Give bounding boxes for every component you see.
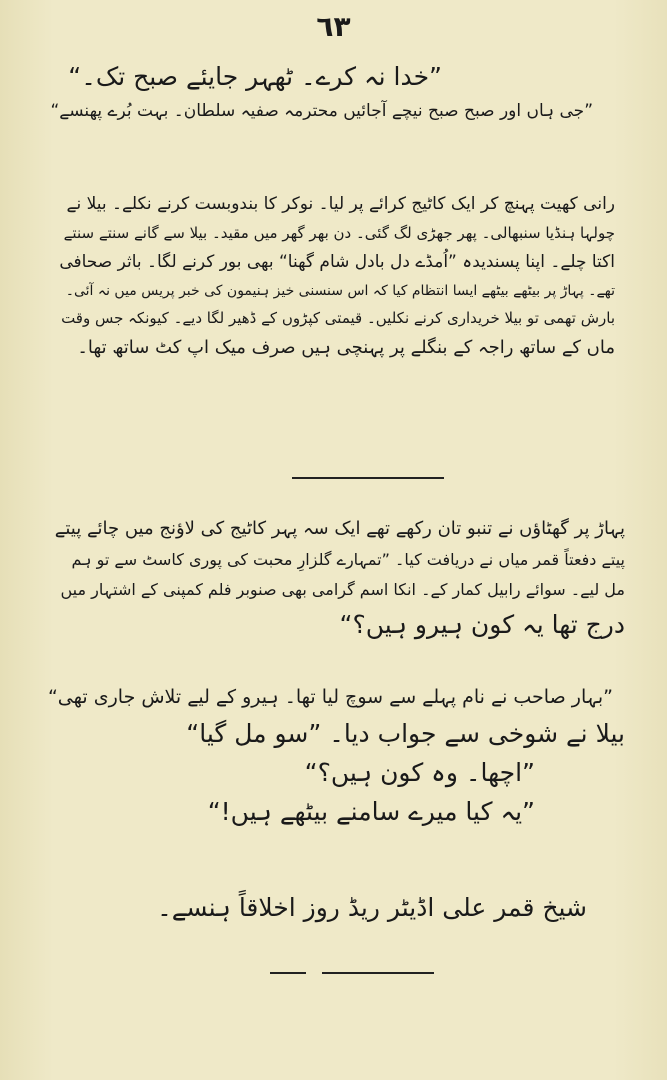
text-line: ”جی ہاں اور صبح صبح نیچے آجائیں محترمہ صفیہ سلطان۔ بہت بُرے پھنسے“: [50, 101, 593, 121]
text-line: ”بہار صاحب نے نام پہلے سے سوچ لیا تھا۔ ہیرو کے لیے تلاش جاری تھی“: [47, 686, 613, 708]
text-line: شیخ قمر علی اڈیٹر ریڈ روز اخلاقاً ہنسے۔: [157, 893, 587, 922]
text-line: بیلا نے شوخی سے جواب دیا۔ ”سو مل گیا“: [186, 719, 625, 748]
paragraph-1: [55, 196, 615, 357]
dialogue-top: [47, 64, 607, 120]
text-line: پیتے دفعتاً قمر میاں نے دریافت کیا۔ ”تمہارے گلزارِ محبت کی پوری کاسٹ سے تو ہم: [71, 550, 625, 569]
text-line: پہاڑ پر گھٹاؤں نے تنبو تان رکھے تھے ایک سہ پہر کاٹیج کی لاؤنج میں چائے پیتے: [54, 518, 625, 539]
section-divider: [292, 477, 444, 479]
closing-line: [67, 895, 587, 920]
text-line: رانی کھیت پہنچ کر ایک کاٹیج کرائے پر لیا۔ نوکر کا بندوبست کرنے نکلے۔ بیلا نے: [66, 194, 615, 214]
text-line: چولہا ہنڈیا سنبھالی۔ پھر جھڑی لگ گئی۔ دن بھر گھر میں مقید۔ بیلا سے گانے سنتے سنتے: [63, 224, 615, 242]
text-line: مل لیے۔ سوائے رابیل کمار کے۔ انکا اسم گرامی بھی صنوبر فلم کمپنی کے اشتہار میں: [60, 580, 625, 599]
text-line: درج تھا یہ کون ہیرو ہیں؟“: [339, 610, 625, 639]
text-line: بارش تھمی تو بیلا خریداری کرنے نکلیں۔ قیمتی کپڑوں کے ڈھیر لگا دیے۔ کیونکہ جس وقت: [61, 309, 615, 327]
text-line: ”یہ کیا میرے سامنے بیٹھے ہیں!“: [207, 797, 535, 826]
dialogue-short: [45, 760, 625, 824]
paragraph-2: [45, 520, 625, 637]
end-divider: [322, 972, 434, 974]
text-line: اکتا چلے۔ اپنا پسندیدہ ”اُمڈے دل بادل شام گھنا“ بھی بور کرنے لگا۔ باثر صحافی: [59, 252, 615, 272]
text-line: ”اچھا۔ وہ کون ہیں؟“: [304, 758, 535, 787]
end-divider: [270, 972, 306, 974]
text-line: تھے۔ پہاڑ پر بیٹھے بیٹھے ایسا انتظام کیا کہ اس سنسنی خیز ہنیمون کی خبر پریس میں نہ آئی۔: [65, 283, 615, 299]
page-number: ٦٣: [316, 10, 351, 43]
dialogue-bottom: [45, 688, 625, 746]
text-line: ”خدا نہ کرے۔ ٹھہر جایئے صبح تک۔“: [68, 62, 442, 91]
text-line: ماں کے ساتھ راجہ کے بنگلے پر پہنچی ہیں صرف میک اپ کٹ ساتھ تھا۔: [77, 337, 615, 358]
